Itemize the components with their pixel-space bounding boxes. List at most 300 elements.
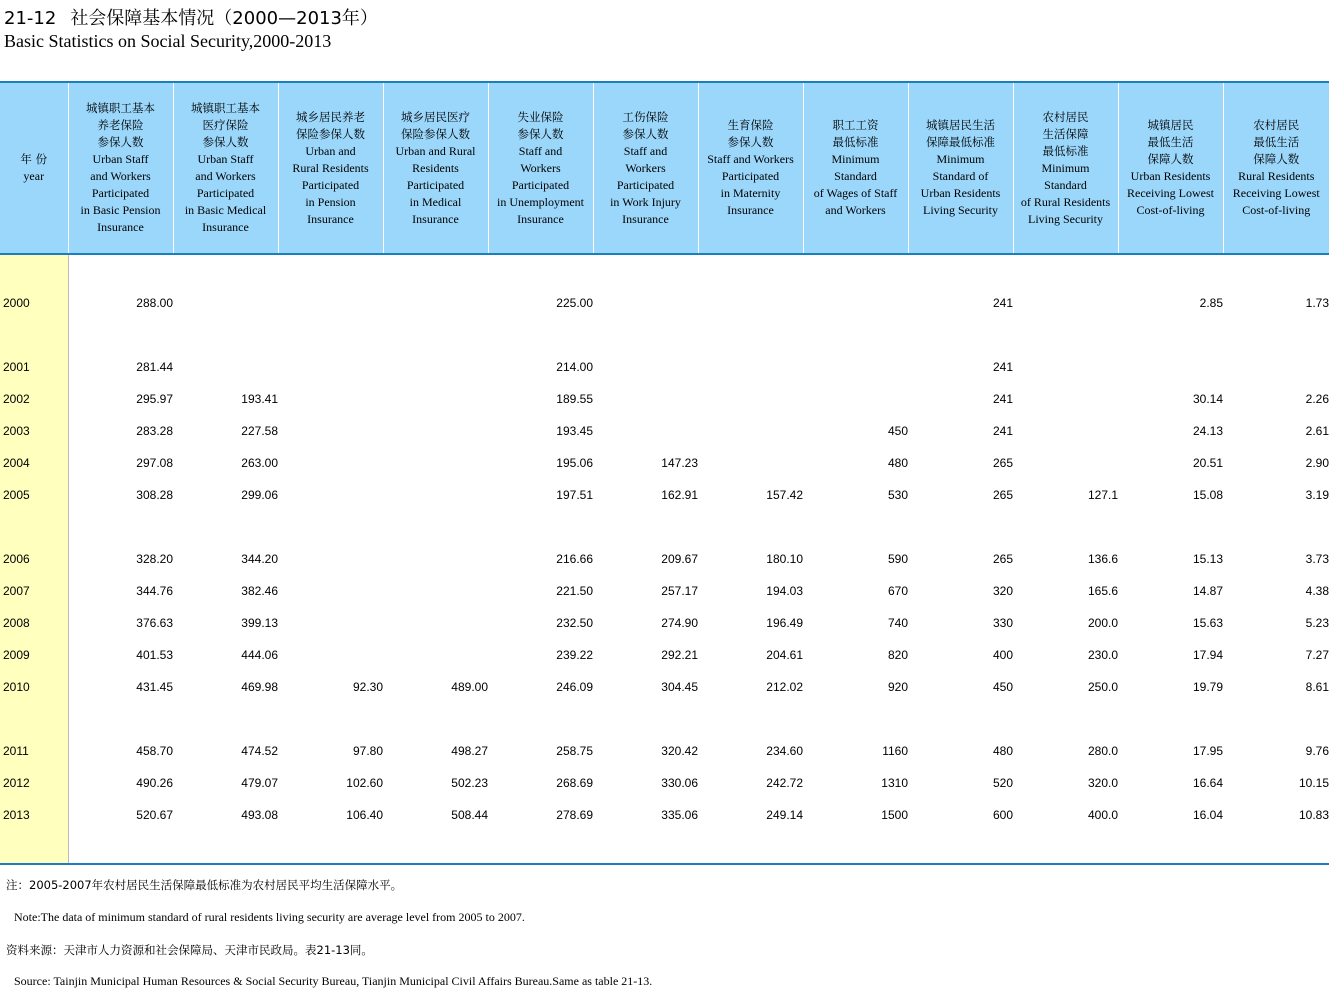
value-cell [698, 447, 803, 479]
empty-cell [593, 254, 698, 287]
header-col-4-cn-line: 保险参保人数 [401, 126, 470, 141]
empty-cell [803, 511, 908, 543]
year-cell: 2005 [0, 479, 68, 511]
value-cell: 30.14 [1192, 392, 1223, 406]
empty-cell [1118, 319, 1223, 351]
value-cell: 5.23 [1305, 616, 1329, 630]
year-cell: 2001 [0, 351, 68, 383]
header-col-10-cn-line: 最低标准 [1042, 143, 1089, 158]
header-col-1-cn-line: 养老保险 [97, 118, 144, 132]
table-row [0, 639, 1329, 671]
header-col-1-en-line: Participated [91, 186, 150, 200]
header-col-7-cn-line: 参保人数 [727, 135, 774, 149]
value-cell [698, 415, 803, 447]
value-cell: 330 [992, 616, 1013, 630]
header-col-4-en-line: in Medical [409, 194, 462, 209]
value-cell [593, 383, 698, 415]
header-col-7-en-line: Participated [721, 169, 780, 183]
value-cell [698, 383, 803, 415]
value-cell: 200.0 [1087, 616, 1118, 630]
year-cell [0, 319, 68, 351]
year-cell: 2007 [0, 575, 68, 607]
header-col-9-en-line: Living Security [923, 203, 998, 217]
value-cell: 600 [992, 808, 1013, 822]
empty-cell [1013, 319, 1118, 351]
header-col-6-en-line: in Work Injury [610, 194, 681, 209]
header-col-10 [1013, 82, 1118, 254]
value-cell: 320.42 [661, 744, 698, 758]
value-cell: 241 [992, 424, 1013, 438]
value-cell: 920 [887, 680, 908, 694]
table-row [0, 735, 1329, 767]
value-cell [593, 287, 698, 319]
value-cell: 9.76 [1305, 744, 1329, 758]
value-cell: 15.63 [1192, 616, 1223, 630]
value-cell: 227.58 [241, 424, 278, 438]
value-cell [278, 383, 383, 415]
value-cell: 20.51 [1192, 456, 1223, 470]
empty-cell [803, 254, 908, 287]
header-col-5-cn-line: 参保人数 [517, 126, 564, 141]
value-cell [383, 607, 488, 639]
header-col-8-en-line: and Workers [825, 203, 886, 217]
header-col-12-en-line: Rural Residents [1238, 169, 1315, 183]
empty-cell [173, 831, 278, 864]
year-cell: 2003 [0, 415, 68, 447]
header-col-9-en-line: Standard of [932, 169, 989, 183]
value-cell: 195.06 [556, 456, 593, 470]
empty-cell [383, 319, 488, 351]
value-cell: 225.00 [556, 296, 593, 310]
header-col-2-cn-line: 医疗保险 [202, 118, 249, 132]
value-cell: 344.76 [136, 584, 173, 598]
value-cell: 15.13 [1192, 552, 1223, 566]
header-col-8-en-line: Minimum [831, 152, 880, 166]
value-cell [593, 415, 698, 447]
value-cell: 246.09 [556, 680, 593, 694]
empty-cell [593, 703, 698, 735]
value-cell [698, 287, 803, 319]
value-cell: 157.42 [766, 488, 803, 502]
empty-cell [698, 511, 803, 543]
spacer-row [0, 831, 1329, 864]
value-cell [278, 575, 383, 607]
header-col-3 [278, 82, 383, 254]
value-cell: 4.38 [1305, 584, 1329, 598]
value-cell [278, 287, 383, 319]
header-col-1-cn-line: 城镇职工基本 [86, 101, 155, 115]
empty-cell [698, 254, 803, 287]
empty-cell [1223, 254, 1329, 287]
value-cell: 820 [887, 648, 908, 662]
header-col-9-cn-line: 保障最低标准 [926, 135, 995, 149]
header-col-6-cn-line: 工伤保险 [622, 109, 669, 124]
empty-cell [383, 511, 488, 543]
year-cell: 2002 [0, 383, 68, 415]
table-number: 21-12 [4, 8, 57, 29]
value-cell: 278.69 [556, 808, 593, 822]
value-cell: 97.80 [352, 744, 383, 758]
header-col-11-cn-line: 最低生活 [1147, 135, 1194, 149]
value-cell [1013, 287, 1118, 319]
value-cell: 214.00 [556, 360, 593, 374]
value-cell: 1310 [881, 776, 908, 790]
value-cell: 304.45 [661, 680, 698, 694]
header-col-4-en-line: Insurance [412, 211, 459, 226]
value-cell: 249.14 [766, 808, 803, 822]
year-cell [0, 703, 68, 735]
empty-cell [908, 319, 1013, 351]
header-col-1-en-line: Insurance [97, 220, 144, 234]
value-cell: 265 [992, 488, 1013, 502]
note-en: Note:The data of minimum standard of rural residents living security are average level from 2005 to 2007. [14, 910, 525, 924]
table-row [0, 767, 1329, 799]
value-cell: 258.75 [556, 744, 593, 758]
value-cell: 479.07 [241, 776, 278, 790]
value-cell: 295.97 [136, 392, 173, 406]
value-cell: 17.95 [1192, 744, 1223, 758]
value-cell: 250.0 [1087, 680, 1118, 694]
value-cell: 216.66 [556, 552, 593, 566]
header-col-6-en-line: Staff and [623, 143, 668, 158]
empty-cell [68, 511, 173, 543]
year-cell: 2011 [0, 735, 68, 767]
value-cell: 204.61 [766, 648, 803, 662]
table-row [0, 351, 1329, 383]
empty-cell [1118, 703, 1223, 735]
header-col-11-en-line: Receiving Lowest [1127, 186, 1214, 200]
value-cell: 241 [992, 360, 1013, 374]
header-col-3-en-line: Urban and [305, 143, 356, 158]
value-cell: 308.28 [136, 488, 173, 502]
spacer-row [0, 254, 1329, 287]
header-col-8 [803, 82, 908, 254]
header-year-cn: 年 份 [20, 152, 48, 166]
value-cell: 740 [887, 616, 908, 630]
value-cell: 458.70 [136, 744, 173, 758]
header-col-8-en-line: of Wages of Staff [813, 186, 898, 200]
empty-cell [698, 319, 803, 351]
value-cell: 493.08 [241, 808, 278, 822]
value-cell: 474.52 [241, 744, 278, 758]
value-cell [383, 575, 488, 607]
value-cell: 265 [992, 456, 1013, 470]
header-col-5-en-line: Staff and [518, 143, 563, 158]
empty-cell [593, 831, 698, 864]
empty-cell [908, 831, 1013, 864]
empty-cell [68, 254, 173, 287]
header-col-1-cn-line: 参保人数 [97, 135, 144, 149]
value-cell: 102.60 [346, 776, 383, 790]
header-col-2-en-line: Participated [196, 186, 255, 200]
empty-cell [488, 511, 593, 543]
table-row [0, 543, 1329, 575]
empty-cell [488, 703, 593, 735]
header-col-2-cn-line: 参保人数 [202, 135, 249, 149]
value-cell: 194.03 [766, 584, 803, 598]
value-cell: 239.22 [556, 648, 593, 662]
header-col-3-en-line: Participated [301, 177, 360, 192]
value-cell: 232.50 [556, 616, 593, 630]
value-cell [803, 287, 908, 319]
empty-cell [173, 319, 278, 351]
header-col-2-en-line: in Basic Medical [184, 203, 267, 217]
empty-cell [908, 703, 1013, 735]
header-year-en: year [23, 169, 45, 183]
value-cell: 376.63 [136, 616, 173, 630]
value-cell: 2.85 [1199, 296, 1223, 310]
empty-cell [383, 254, 488, 287]
header-col-7-en-line: Insurance [727, 203, 774, 217]
value-cell [173, 287, 278, 319]
header-col-2-en-line: Urban Staff [197, 152, 254, 166]
value-cell [278, 351, 383, 383]
year-cell: 2009 [0, 639, 68, 671]
year-cell: 2008 [0, 607, 68, 639]
header-col-6-en-line: Insurance [622, 211, 669, 226]
value-cell: 299.06 [241, 488, 278, 502]
value-cell [278, 543, 383, 575]
value-cell: 16.64 [1192, 776, 1223, 790]
header-col-6-cn-line: 参保人数 [622, 126, 669, 141]
header-col-12 [1223, 82, 1329, 254]
value-cell: 498.27 [451, 744, 488, 758]
year-cell: 2004 [0, 447, 68, 479]
value-cell: 3.19 [1305, 488, 1329, 502]
year-cell [0, 831, 68, 864]
table-title-cn-text: 社会保障基本情况（2000—2013年） [70, 8, 378, 29]
header-col-1-en-line: in Basic Pension [80, 203, 161, 217]
header-col-11-en-line: Urban Residents [1130, 169, 1211, 183]
value-cell: 2.90 [1305, 456, 1329, 470]
header-col-1 [68, 82, 173, 254]
empty-cell [68, 831, 173, 864]
empty-cell [698, 831, 803, 864]
value-cell: 7.27 [1305, 648, 1329, 662]
empty-cell [698, 703, 803, 735]
value-cell: 450 [992, 680, 1013, 694]
value-cell [803, 351, 908, 383]
empty-cell [68, 703, 173, 735]
table-row [0, 575, 1329, 607]
value-cell [383, 351, 488, 383]
empty-cell [173, 703, 278, 735]
value-cell: 469.98 [241, 680, 278, 694]
table-row [0, 383, 1329, 415]
value-cell [383, 415, 488, 447]
value-cell: 283.28 [136, 424, 173, 438]
table-row [0, 447, 1329, 479]
source-en: Source: Tainjin Municipal Human Resources & Social Security Bureau, Tianjin Municipal Civil Affairs Bureau.Same as table 21-13. [14, 974, 653, 988]
header-col-10-cn-line: 农村居民 [1042, 109, 1089, 124]
value-cell: 165.6 [1087, 584, 1118, 598]
value-cell: 106.40 [346, 808, 383, 822]
empty-cell [803, 319, 908, 351]
value-cell: 480 [992, 744, 1013, 758]
header-col-2-cn-line: 城镇职工基本 [191, 101, 260, 115]
value-cell: 162.91 [661, 488, 698, 502]
header-col-8-en-line: Standard [834, 169, 877, 183]
empty-cell [173, 511, 278, 543]
header-col-7-cn-line: 生育保险 [727, 118, 774, 132]
value-cell [1013, 447, 1118, 479]
note-cn: 注：2005-2007年农村居民生活保障最低标准为农村居民平均生活保障水平。 [6, 878, 403, 892]
empty-cell [278, 703, 383, 735]
header-col-5 [488, 82, 593, 254]
header-col-12-cn-line: 保障人数 [1253, 152, 1300, 166]
value-cell: 147.23 [661, 456, 698, 470]
value-cell: 10.15 [1298, 776, 1329, 790]
header-col-6-en-line: Workers [625, 160, 666, 175]
value-cell: 328.20 [136, 552, 173, 566]
empty-cell [383, 703, 488, 735]
header-col-9-en-line: Urban Residents [920, 186, 1001, 200]
source-cn: 资料来源：天津市人力资源和社会保障局、天津市民政局。表21-13同。 [6, 943, 373, 957]
value-cell: 17.94 [1192, 648, 1223, 662]
value-cell: 431.45 [136, 680, 173, 694]
header-col-8-cn-line: 最低标准 [832, 135, 879, 149]
value-cell: 180.10 [766, 552, 803, 566]
value-cell [803, 383, 908, 415]
header-col-5-en-line: in Unemployment [497, 194, 584, 209]
value-cell: 19.79 [1192, 680, 1223, 694]
header-col-8-cn-line: 职工工资 [832, 118, 879, 132]
header-col-7-en-line: Staff and Workers [707, 152, 794, 166]
header-col-10-en-line: Standard [1044, 177, 1087, 192]
value-cell: 212.02 [766, 680, 803, 694]
value-cell: 508.44 [451, 808, 488, 822]
header-col-3-en-line: Insurance [307, 211, 354, 226]
year-cell: 2012 [0, 767, 68, 799]
empty-cell [908, 511, 1013, 543]
header-col-7-en-line: in Maternity [720, 186, 781, 200]
table-row [0, 287, 1329, 319]
value-cell: 15.08 [1192, 488, 1223, 502]
header-col-9 [908, 82, 1013, 254]
value-cell [173, 351, 278, 383]
header-col-5-en-line: Workers [520, 160, 561, 175]
value-cell: 490.26 [136, 776, 173, 790]
value-cell: 221.50 [556, 584, 593, 598]
header-col-10-cn-line: 生活保障 [1042, 126, 1089, 141]
header-col-12-cn-line: 最低生活 [1253, 135, 1300, 149]
empty-cell [803, 831, 908, 864]
value-cell: 274.90 [661, 616, 698, 630]
value-cell: 502.23 [451, 776, 488, 790]
year-cell: 2010 [0, 671, 68, 703]
empty-cell [488, 319, 593, 351]
value-cell [383, 287, 488, 319]
empty-cell [593, 319, 698, 351]
value-cell [278, 479, 383, 511]
value-cell: 241 [992, 296, 1013, 310]
header-col-12-cn-line: 农村居民 [1253, 118, 1300, 132]
value-cell: 297.08 [136, 456, 173, 470]
header-col-4-en-line: Participated [406, 177, 465, 192]
value-cell [593, 351, 698, 383]
header-col-4-cn-line: 城乡居民医疗 [401, 109, 470, 124]
value-cell: 335.06 [661, 808, 698, 822]
header-col-9-en-line: Minimum [936, 152, 985, 166]
header-col-5-en-line: Participated [511, 177, 570, 192]
value-cell: 400 [992, 648, 1013, 662]
header-col-4-en-line: Urban and Rural [395, 143, 476, 158]
value-cell: 234.60 [766, 744, 803, 758]
header-col-5-en-line: Insurance [517, 211, 564, 226]
value-cell: 209.67 [661, 552, 698, 566]
empty-cell [908, 254, 1013, 287]
header-col-2-en-line: and Workers [195, 169, 256, 183]
value-cell [1013, 415, 1118, 447]
statistics-table [0, 81, 1329, 865]
value-cell [698, 351, 803, 383]
empty-cell [278, 254, 383, 287]
value-cell [383, 639, 488, 671]
value-cell: 489.00 [451, 680, 488, 694]
value-cell: 444.06 [241, 648, 278, 662]
year-cell [0, 254, 68, 287]
year-cell: 2006 [0, 543, 68, 575]
header-col-3-cn-line: 城乡居民养老 [296, 109, 365, 124]
value-cell [278, 607, 383, 639]
table-title-cn [4, 4, 378, 30]
value-cell [278, 639, 383, 671]
empty-cell [173, 254, 278, 287]
value-cell: 3.73 [1305, 552, 1329, 566]
empty-cell [1013, 254, 1118, 287]
header-col-3-en-line: Rural Residents [292, 160, 369, 175]
value-cell: 24.13 [1192, 424, 1223, 438]
value-cell [383, 479, 488, 511]
value-cell: 193.41 [241, 392, 278, 406]
empty-cell [488, 831, 593, 864]
empty-cell [278, 511, 383, 543]
spacer-row [0, 319, 1329, 351]
empty-cell [488, 254, 593, 287]
value-cell: 320 [992, 584, 1013, 598]
value-cell: 92.30 [352, 680, 383, 694]
value-cell: 241 [992, 392, 1013, 406]
header-col-3-en-line: in Pension [305, 194, 356, 209]
header-col-1-en-line: and Workers [90, 169, 151, 183]
value-cell: 399.13 [241, 616, 278, 630]
header-col-2-en-line: Insurance [202, 220, 249, 234]
value-cell: 450 [887, 424, 908, 438]
spacer-row [0, 703, 1329, 735]
value-cell: 197.51 [556, 488, 593, 502]
spacer-row [0, 511, 1329, 543]
header-row [0, 82, 1329, 254]
value-cell [1118, 351, 1223, 383]
value-cell: 136.6 [1087, 552, 1118, 566]
header-col-6-en-line: Participated [616, 177, 675, 192]
value-cell: 189.55 [556, 392, 593, 406]
empty-cell [1013, 831, 1118, 864]
header-col-4-en-line: Residents [412, 160, 459, 175]
year-cell: 2013 [0, 799, 68, 831]
year-cell [0, 511, 68, 543]
empty-cell [1223, 831, 1329, 864]
value-cell: 2.26 [1305, 392, 1329, 406]
value-cell: 16.04 [1192, 808, 1223, 822]
header-col-12-en-line: Cost-of-living [1242, 203, 1311, 217]
value-cell: 281.44 [136, 360, 173, 374]
empty-cell [593, 511, 698, 543]
empty-cell [1223, 703, 1329, 735]
header-year [0, 82, 68, 254]
value-cell: 127.1 [1087, 488, 1118, 502]
value-cell: 193.45 [556, 424, 593, 438]
